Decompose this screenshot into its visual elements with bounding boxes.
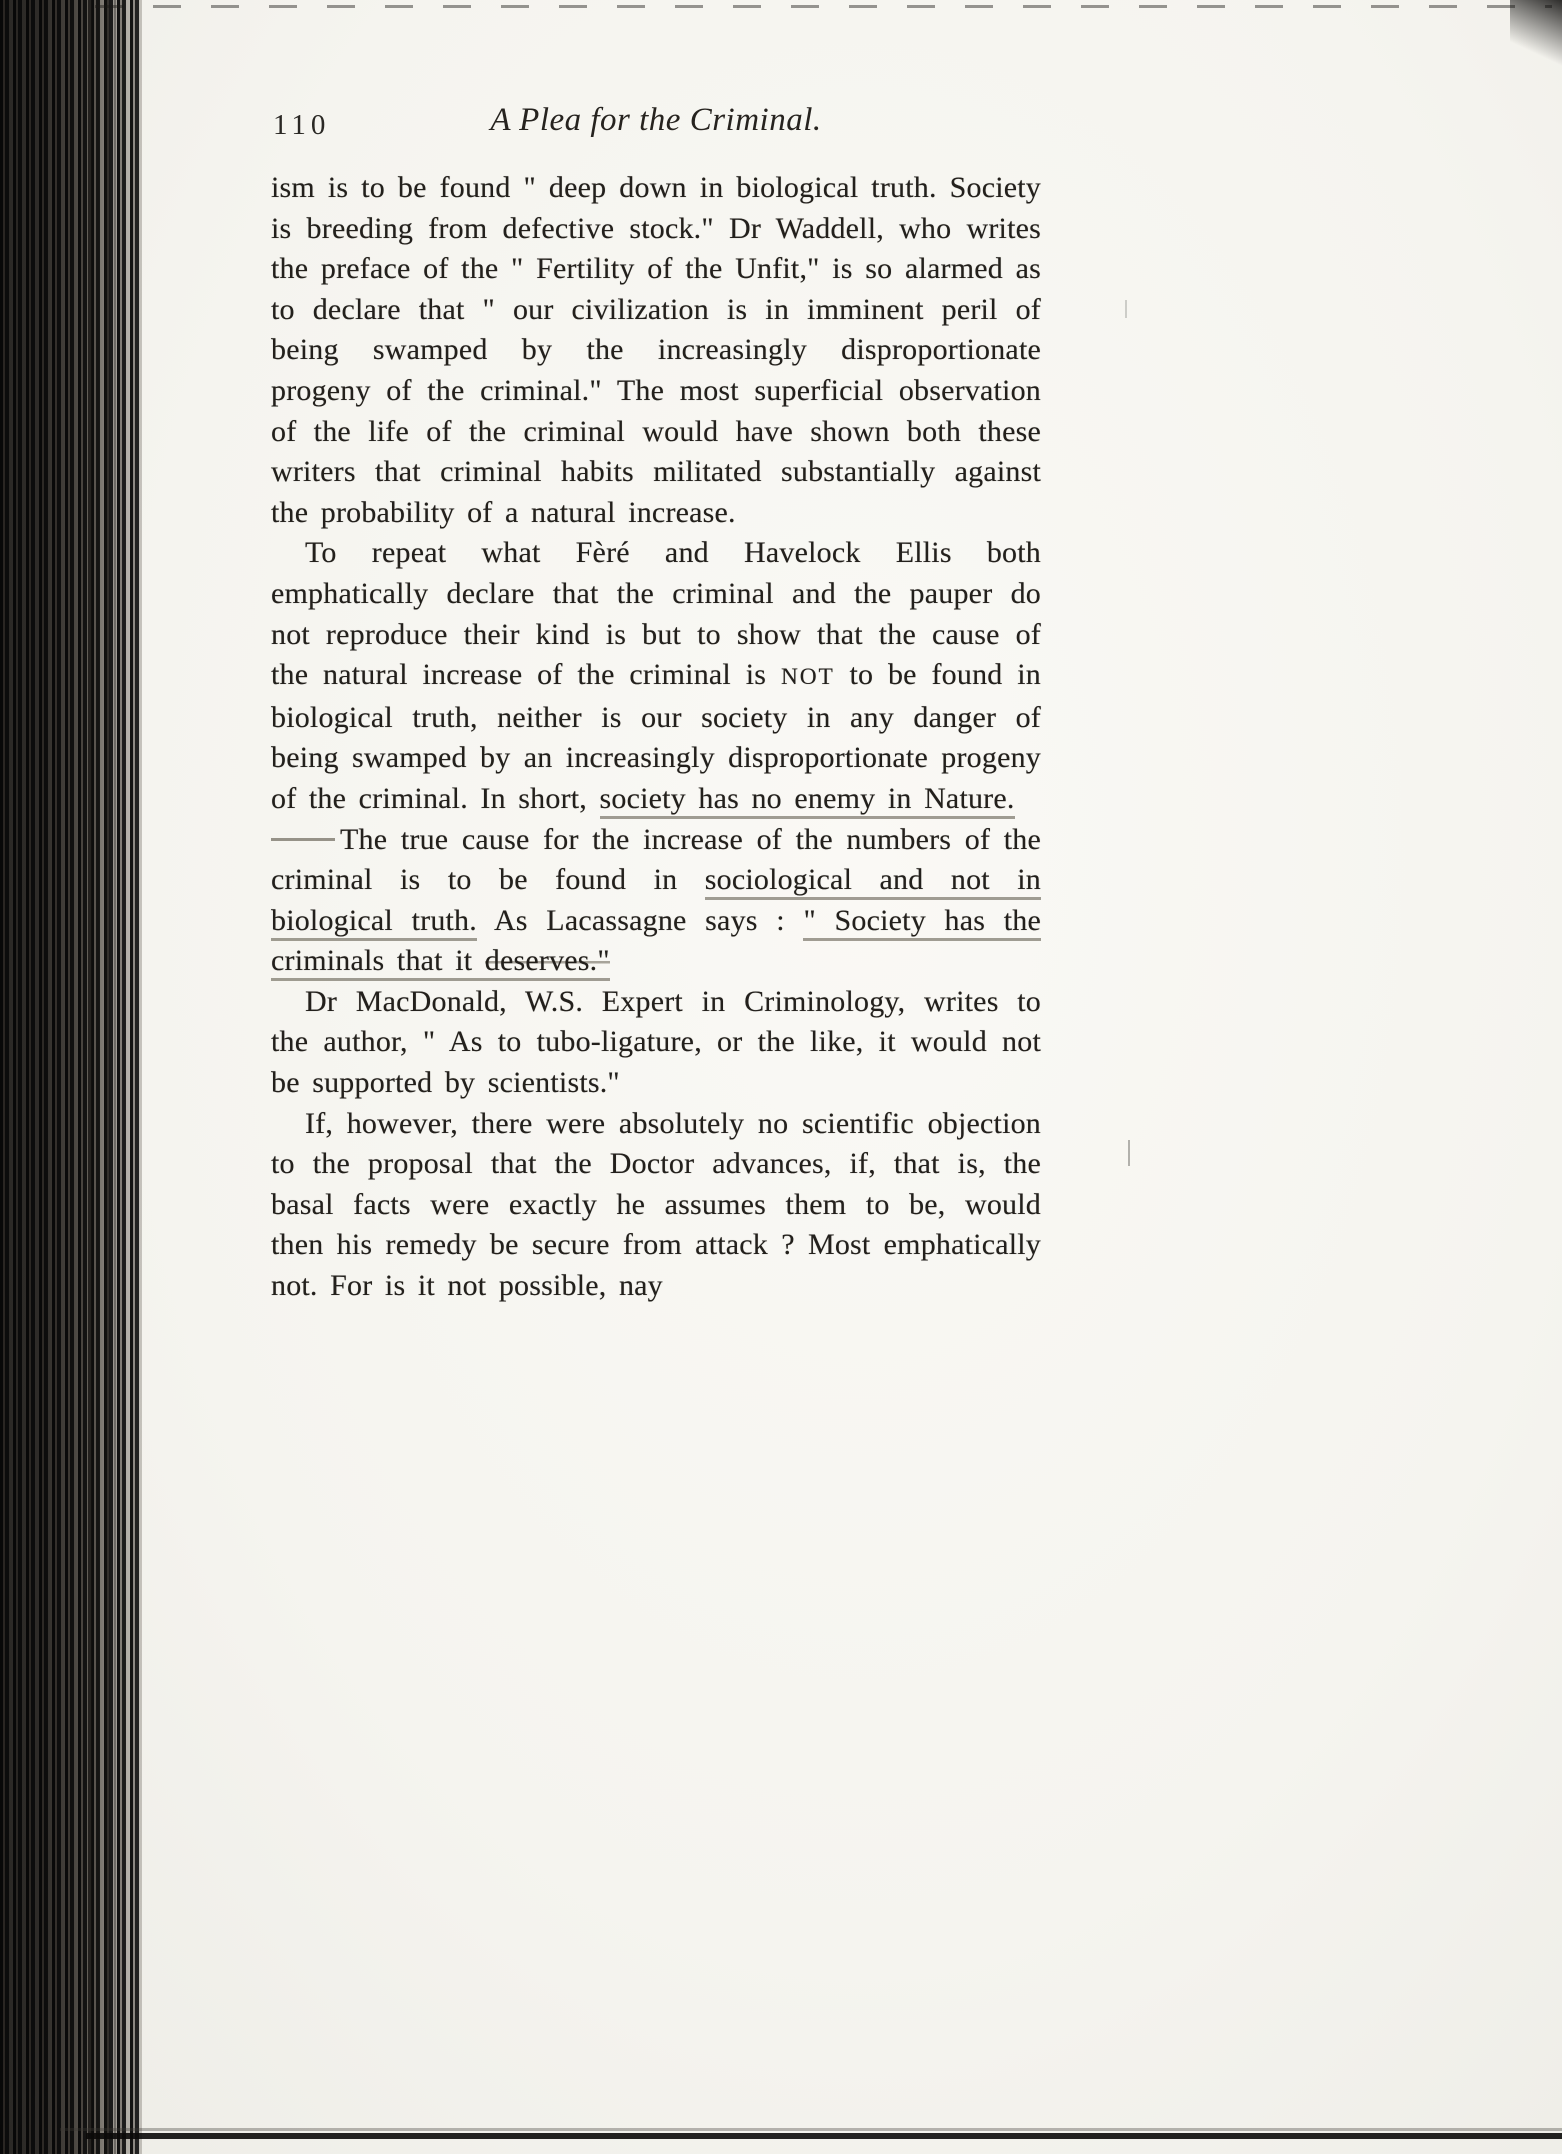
page-header [271,102,1041,148]
binding-streak-artifact [97,0,99,2154]
scan-margin-mark-artifact [1125,300,1127,318]
scan-corner-mark-artifact [1510,0,1562,96]
text-run: As Lacassagne says : [476,903,804,937]
binding-streak-artifact [105,0,109,2154]
text-run: To repeat what Fèré and Havelock Ellis both emphatically declare that the criminal and the pauper do not reproduce their kind is but to show that the cause of the natural increase of the criminal is [271,536,1041,692]
paragraph [271,1104,1041,1307]
binding-streak-artifact [88,0,92,2154]
small-caps-emphasis: NOT [780,664,835,691]
scan-bottom-smear-artifact [60,2128,1562,2131]
pencil-dash-mark [271,838,335,841]
scan-top-edge-artifact [95,5,1552,8]
scan-bottom-edge-artifact [86,2133,1562,2139]
running-title: A Plea for the Criminal. [490,102,822,138]
page-content [271,102,1041,1307]
binding-streak-artifact [114,0,116,2154]
pencil-struck-text: deserves." [485,944,610,981]
paragraph [271,168,1041,533]
paragraph [271,533,1041,819]
binding-streak-artifact [123,0,125,2154]
paragraph [271,982,1041,1104]
pencil-underlined-text: society has no enemy in Nature. [600,782,1015,819]
book-binding-shadow-artifact [0,0,142,2154]
text-run: Dr MacDonald, W.S. Expert in Criminology, writes to the author, " As to tubo-ligature, or the like, it would not be supported by scientists." [271,984,1041,1100]
pencil-underlined-text: sociological and not in biological truth. [271,863,1041,941]
scan-margin-mark-artifact [1128,1140,1130,1166]
text-run: The true cause for the increase of the numbers of the criminal is to be found in [271,822,1041,897]
text-run: to be found in biological truth, neither is our society in any danger of being swamped by an increasingly disproportionate progeny of the criminal. In short, [271,658,1041,815]
page-number: 110 [273,109,331,141]
text-run: If, however, there were absolutely no scientific objection to the proposal that the Doctor advances, if, that is, the basal facts were exactly he assumes them to be, would then his remedy be secure from attack ? Most emphatically not. For is it not possible, nay [271,1106,1041,1303]
pencil-underlined-text: " Society has the criminals that it [271,904,1041,982]
paragraph [271,820,1041,982]
text-run: ism is to be found " deep down in biological truth. Society is breeding from defective stock." Dr Waddell, who writes the preface of the " Fertility of the Unfit," is so alarmed as to declare that " our civilization is in imminent peril of being swamped by the increasingly disproportionate progeny of the criminal." The most superficial observation of the life of the criminal would have shown both these writers that criminal habits militated substantially against the probability of a natural increase. [271,171,1041,529]
